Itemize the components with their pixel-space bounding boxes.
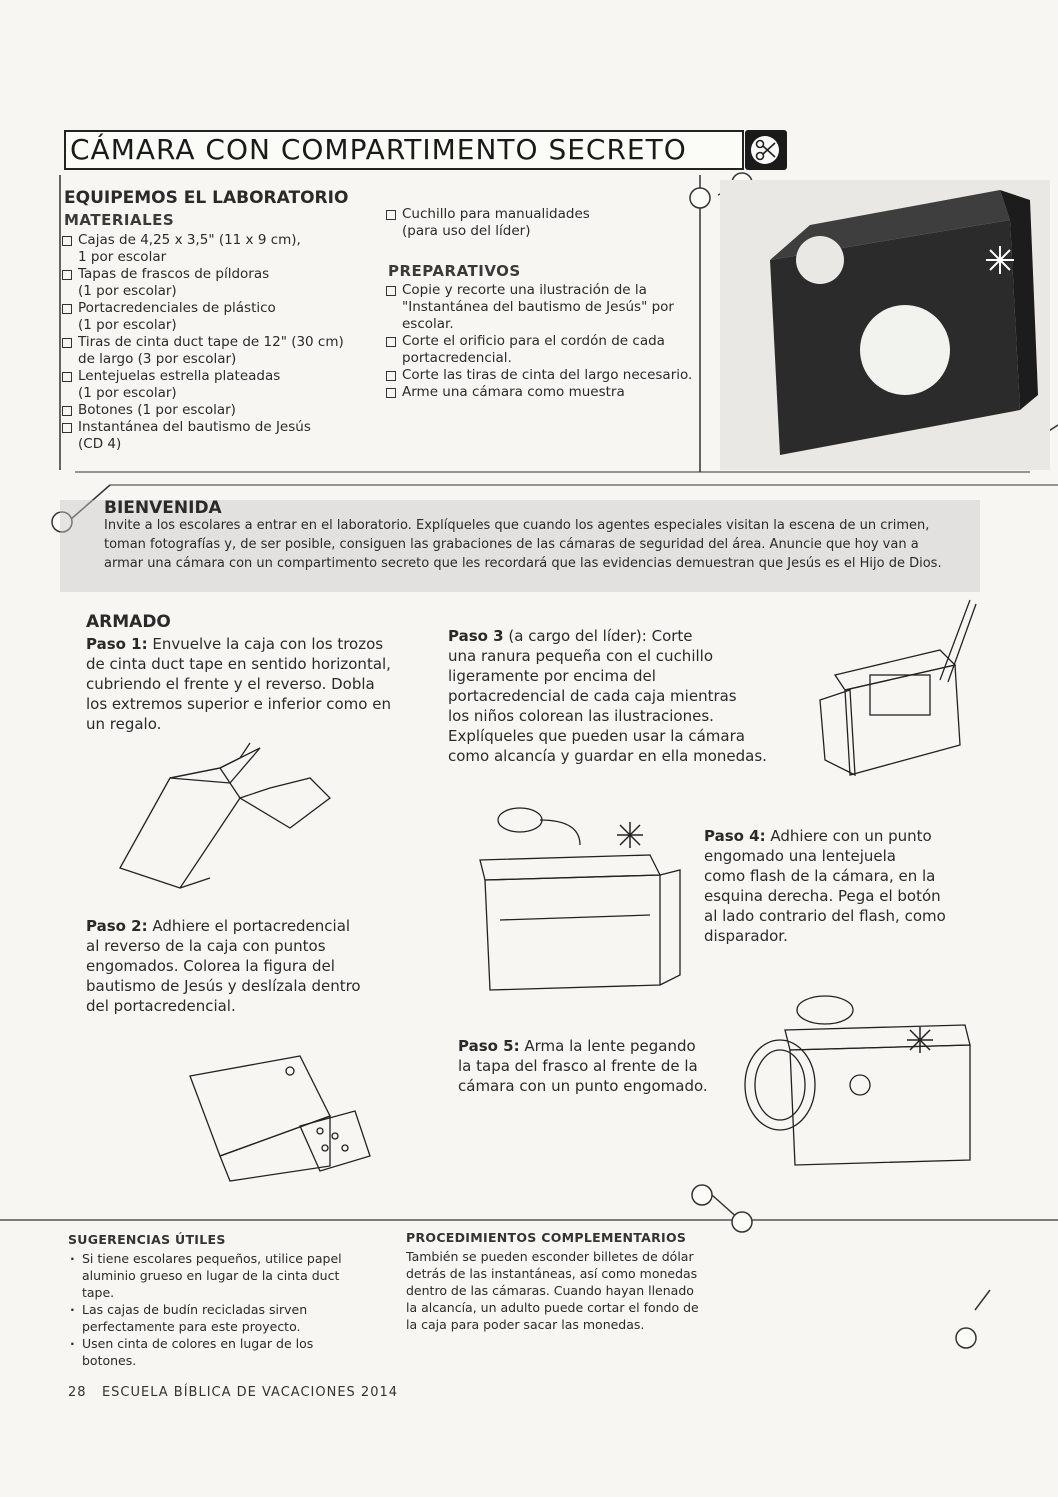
checkbox-item: Copie y recorte una ilustración de la xyxy=(386,282,696,299)
materials-subline: de largo (3 por escolar) xyxy=(78,351,237,367)
tips-heading: SUGERENCIAS ÚTILES xyxy=(68,1232,226,1247)
materials-subline: (1 por escolar) xyxy=(78,385,177,401)
step-line: cámara con un punto engomado. xyxy=(458,1077,708,1095)
checkbox-item: Arme una cámara como muestra xyxy=(386,384,696,401)
prep-list xyxy=(386,282,696,401)
node-circle xyxy=(956,1328,976,1348)
step-4: Paso 4: Adhiere con un punto engomado una lentejuela como flash de la cámara, en la esquina derecha. Pega el botón al lado contrario del flash, como disparador. xyxy=(704,826,994,946)
node-circle xyxy=(690,188,710,208)
step-5: Paso 5: Arma la lente pegando la tapa del frasco al frente de la cámara con un punto engomado. xyxy=(458,1036,758,1096)
checkbox-item: Tapas de frascos de píldoras xyxy=(62,266,392,283)
step-label: Paso 1: xyxy=(86,635,148,653)
step-3: Paso 3 (a cargo del líder): Corte una ranura pequeña con el cuchillo ligeramente por encima del portacredencial de cada caja mientras los niños colorean las ilustraciones. Explíqueles que pueden usar la cámara como alcancía y guardar en ella monedas. xyxy=(448,626,788,766)
lab-heading: EQUIPEMOS EL LABORATORIO xyxy=(64,188,349,208)
step-line: del portacredencial. xyxy=(86,997,236,1015)
tip-line: tape. xyxy=(82,1285,115,1300)
step-line: ligeramente por encima del xyxy=(448,667,656,685)
materials-subline: (1 por escolar) xyxy=(78,317,177,333)
step-line: los niños colorean las ilustraciones. xyxy=(448,707,714,725)
step-line: una ranura pequeña con el cuchillo xyxy=(448,647,713,665)
step-label: Paso 2: xyxy=(86,917,148,935)
camera-photo xyxy=(720,180,1050,470)
tip-line: perfectamente para este proyecto. xyxy=(82,1319,301,1334)
extra-text xyxy=(406,1248,736,1333)
step-2: Paso 2: Adhiere el portacredencial al reverso de la caja con puntos engomados. Colorea la figura del bautismo de Jesús y deslízala dentro del portacredencial. xyxy=(86,916,406,1016)
prep-subline: portacredencial. xyxy=(402,350,512,366)
materials-heading: MATERIALES xyxy=(64,211,175,229)
extra-line: dentro de las cámaras. Cuando hayan llenado xyxy=(406,1283,694,1298)
tip-item: · Si tiene escolares pequeños, utilice papel xyxy=(70,1250,390,1267)
step-line: de cinta duct tape en sentido horizontal, xyxy=(86,655,391,673)
step-line: engomado una lentejuela xyxy=(704,847,896,865)
step-line: portacredencial de cada caja mientras xyxy=(448,687,737,705)
step-line: como alcancía y guardar en ella monedas. xyxy=(448,747,767,765)
node-circle xyxy=(692,1185,712,1205)
step-line: esquina derecha. Pega el botón xyxy=(704,887,941,905)
cutting-slot-illustration xyxy=(810,590,980,790)
extra-line: la alcancía, un adulto puede cortar el fondo de xyxy=(406,1300,699,1315)
tip-line: botones. xyxy=(82,1353,137,1368)
extra-line: detrás de las instantáneas, así como monedas xyxy=(406,1266,698,1281)
checkbox-item: Corte las tiras de cinta del largo necesario. xyxy=(386,367,696,384)
scissors-icon xyxy=(745,130,787,170)
checkbox-item: Cuchillo para manualidades xyxy=(386,206,696,223)
step-line: cubriendo el frente y el reverso. Dobla xyxy=(86,675,375,693)
materials-subline: (para uso del líder) xyxy=(402,223,531,239)
step-line: al reverso de la caja con puntos xyxy=(86,937,326,955)
footer-title: ESCUELA BÍBLICA DE VACACIONES 2014 xyxy=(101,1385,399,1400)
step-1: Paso 1: Envuelve la caja con los trozos de cinta duct tape en sentido horizontal, cubriendo el frente y el reverso. Dobla los extremos superior e inferior como en un regalo. xyxy=(86,634,426,734)
step-line: al lado contrario del flash, como xyxy=(704,907,946,925)
welcome-text xyxy=(104,516,984,573)
step-line: como flash de la cámara, en la xyxy=(704,867,936,885)
extra-heading: PROCEDIMIENTOS COMPLEMENTARIOS xyxy=(406,1230,687,1245)
prep-subline: escolar. xyxy=(402,316,454,332)
assembly-heading: ARMADO xyxy=(86,612,171,632)
step-line: la tapa del frasco al frente de la xyxy=(458,1057,698,1075)
checkbox-item: Botones (1 por escolar) xyxy=(62,402,392,419)
welcome-line: Invite a los escolares a entrar en el laboratorio. Explíqueles que cuando los agentes especiales visitan la escena de un crimen, xyxy=(104,518,930,533)
step-label: Paso 3 xyxy=(448,627,504,645)
step-label: Paso 5: xyxy=(458,1037,520,1055)
extra-line: la caja para poder sacar las monedas. xyxy=(406,1317,645,1332)
step-line: un regalo. xyxy=(86,715,162,733)
page-title: CÁMARA CON COMPARTIMENTO SECRETO xyxy=(70,133,687,166)
node-circle xyxy=(732,1212,752,1232)
checkbox-item: Instantánea del bautismo de Jesús xyxy=(62,419,392,436)
step-line: engomados. Colorea la figura del xyxy=(86,957,335,975)
materials-subline: 1 por escolar xyxy=(78,249,167,265)
welcome-line: armar una cámara con un compartimento secreto que les recordará que las evidencias demuestran que Jesús es el Hijo de Dios. xyxy=(104,556,942,571)
checkbox-item: Portacredenciales de plástico xyxy=(62,300,392,317)
checkbox-item: Lentejuelas estrella plateadas xyxy=(62,368,392,385)
tip-item: · Usen cinta de colores en lugar de los xyxy=(70,1335,390,1352)
page-footer xyxy=(68,1385,398,1400)
tip-line: aluminio grueso en lugar de la cinta duct xyxy=(82,1268,340,1283)
step-line: bautismo de Jesús y deslízala dentro xyxy=(86,977,361,995)
welcome-heading: BIENVENIDA xyxy=(104,498,222,518)
tip-item: · Las cajas de budín recicladas sirven xyxy=(70,1301,390,1318)
materials-subline: (1 por escolar) xyxy=(78,283,177,299)
materials-subline: (CD 4) xyxy=(78,436,122,452)
finished-camera-illustration xyxy=(740,985,980,1170)
materials-list xyxy=(62,232,392,453)
wrapped-box-illustration xyxy=(110,738,360,898)
step-line: los extremos superior e inferior como en xyxy=(86,695,391,713)
box-slot-illustration xyxy=(470,800,700,1000)
box-with-card-illustration xyxy=(180,1036,390,1186)
extra-line: También se pueden esconder billetes de dólar xyxy=(406,1249,694,1264)
checkbox-item: Tiras de cinta duct tape de 12" (30 cm) xyxy=(62,334,392,351)
step-line: disparador. xyxy=(704,927,788,945)
checkbox-item: Cajas de 4,25 x 3,5" (11 x 9 cm), xyxy=(62,232,392,249)
page-number: 28 xyxy=(68,1385,87,1400)
welcome-line: toman fotografías y, de ser posible, consiguen las grabaciones de las cámaras de seguridad del área. Anuncie que hoy van a xyxy=(104,537,919,552)
step-label: Paso 4: xyxy=(704,827,766,845)
tips-list xyxy=(70,1250,390,1369)
prep-heading: PREPARATIVOS xyxy=(388,262,521,280)
step-line: Explíqueles que pueden usar la cámara xyxy=(448,727,745,745)
prep-subline: "Instantánea del bautismo de Jesús" por xyxy=(402,299,674,315)
checkbox-item: Corte el orificio para el cordón de cada xyxy=(386,333,696,350)
knife-item xyxy=(386,206,696,240)
